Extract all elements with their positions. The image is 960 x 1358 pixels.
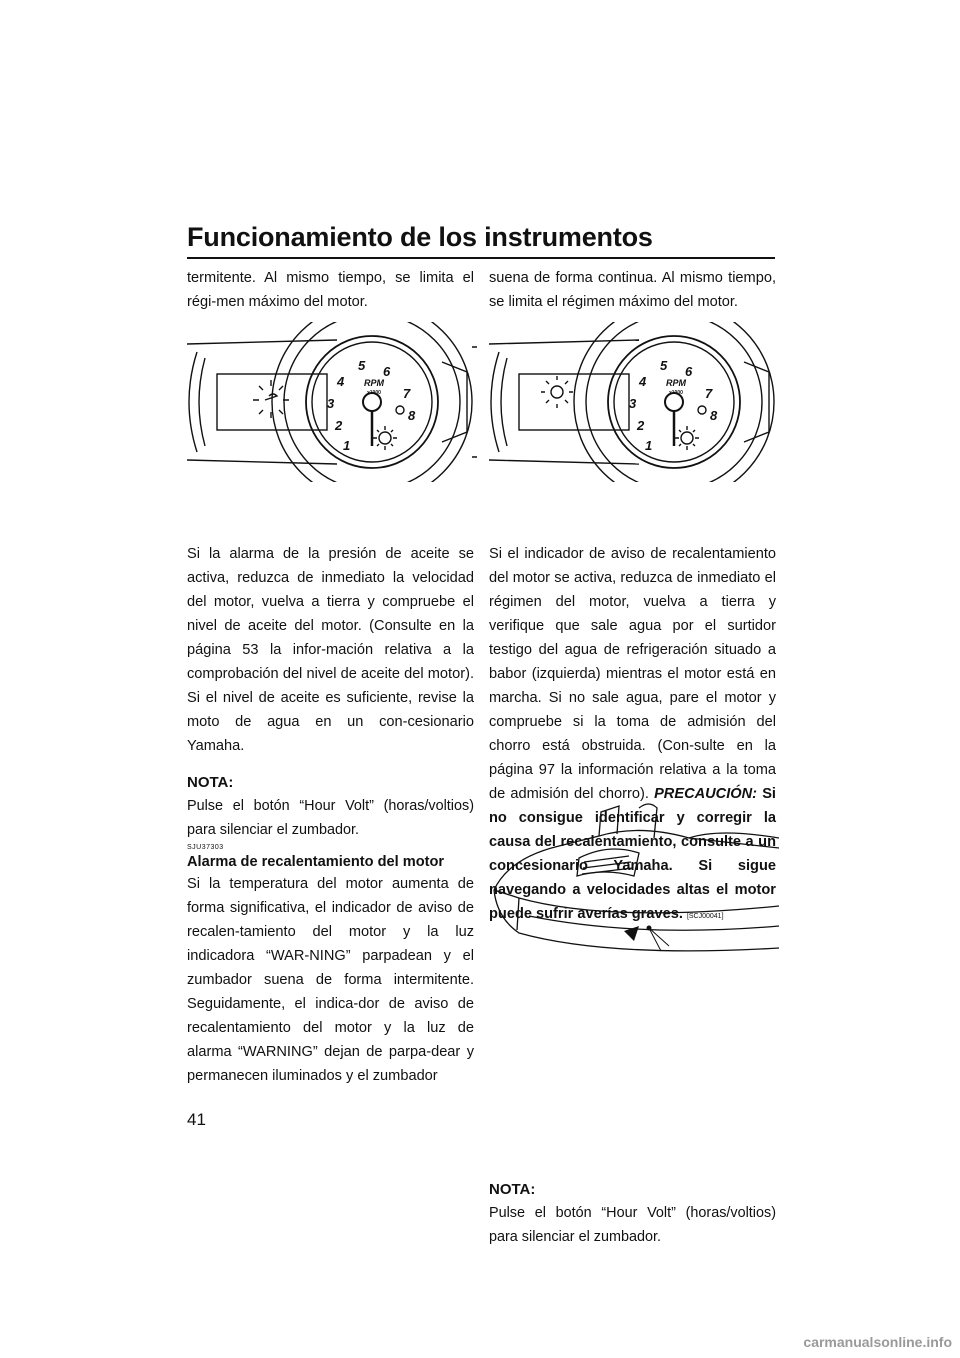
tick-label: 1 [645,438,653,453]
tick-label: 8 [710,408,718,423]
tick-label: 8 [408,408,416,423]
tick-label: 6 [685,364,693,379]
page-number: 41 [187,1110,206,1129]
nota-heading: NOTA: [489,1181,536,1198]
tick-label: 6 [383,364,391,379]
caution-code: [SCJ00041] [686,913,724,920]
section-heading: Alarma de recalentamiento del motor [187,854,445,870]
nota-heading: NOTA: [187,774,234,791]
paragraph: Si la temperatura del motor aumenta de forma significativa, el indicador de aviso de recalen-tamiento del motor y la luz indicadora “WAR-NING” parpadean y el zumbador suena de forma intermitente. Seguidamente, el indica-dor de aviso de recalentamiento del motor y la luz de alarma “WARNING” dejan de parpa-dear y permanecen iluminados y el zumbador [187,876,474,1084]
paragraph: suena de forma continua. Al mismo tiempo, se limita el régimen máximo del motor. [489,270,776,310]
page-title: Funcionamiento de los instrumentos [187,222,653,252]
section-code: SJU37303 [187,844,224,851]
gauge-figure-oil-pressure [187,322,477,482]
title-rule [187,257,775,259]
tick-label: 7 [705,386,713,401]
tick-label: 4 [337,374,345,389]
tick-label: 5 [358,358,366,373]
tick-label: 1 [343,438,351,453]
caution-label: PRECAUCIÓN: [654,786,758,802]
tick-label: 5 [660,358,668,373]
caution-text: Si no consigue identificar y corregir la causa del recalentamiento, consulte a un concesionario Yamaha. Si sigue navegando a velocidades altas el motor puede sufrir averías graves. [489,786,776,922]
tick-label: 2 [335,418,343,433]
gauge-figure-overheat [489,322,779,482]
nota-text: Pulse el botón “Hour Volt” (horas/voltios) para silenciar el zumbador. [489,1205,776,1245]
paragraph-text: Si el indicador de aviso de recalentamiento del motor se activa, reduzca de inmediato el régimen del motor, vuelva a tierra y verifique que sale agua por el surtidor testigo del agua de refrigeración situado a babor (izquierda) mientras el motor está en marcha. Si no sale agua, pare el motor y compruebe si la toma de admisión del chorro está obstruida. (Con-sulte en la página 97 la información relativa a la toma de admisión del chorro). [489,546,776,802]
tick-label: 3 [327,396,335,411]
tick-label: 7 [403,386,411,401]
tick-label: 3 [629,396,637,411]
tick-label: 4 [639,374,647,389]
watermark: carmanualsonline.info [803,1334,952,1350]
gauge-multiplier: x1000 [367,390,381,396]
watercraft-figure [489,798,779,978]
paragraph: Si la alarma de la presión de aceite se activa, reduzca de inmediato la velocidad del motor, vuelva a tierra y compruebe el nivel de aceite del motor. (Consulte en la página 53 la infor-mación relativa a la comprobación del nivel de aceite del motor). Si el nivel de aceite es suficiente, revise la moto de agua en un con-cesionario Yamaha. [187,546,474,754]
gauge-multiplier: x1000 [669,390,683,396]
paragraph: termitente. Al mismo tiempo, se limita el régi-men máximo del motor. [187,270,474,310]
nota-text: Pulse el botón “Hour Volt” (horas/voltios) para silenciar el zumbador. [187,798,474,838]
tick-label: 2 [637,418,645,433]
gauge-unit: RPM [364,378,384,388]
gauge-unit: RPM [666,378,686,388]
